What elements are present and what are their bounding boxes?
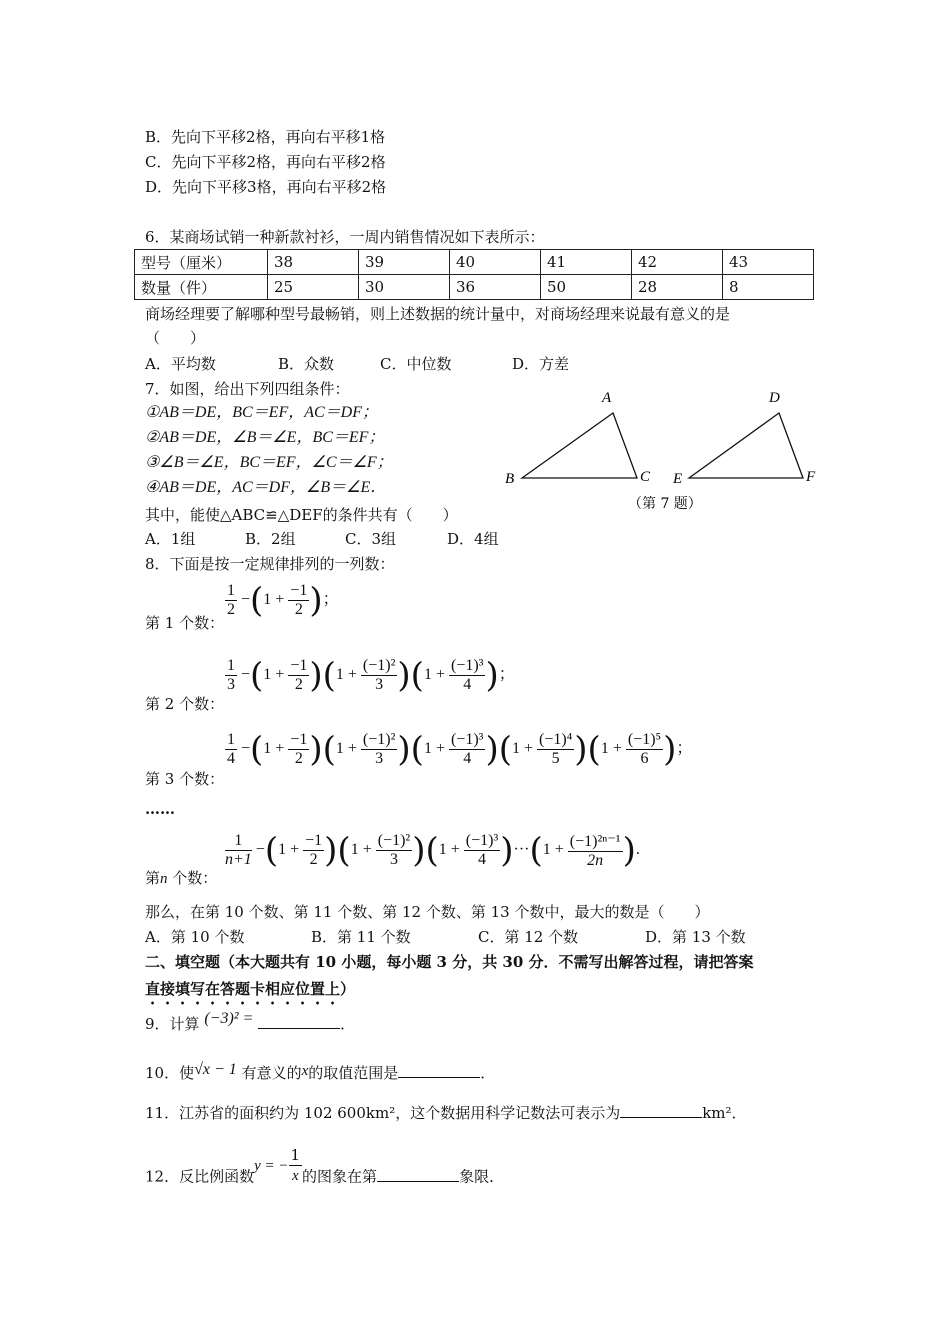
fraction: $\frac{1}{4}$ [227, 731, 235, 767]
figure-caption: （第 7 题） [628, 496, 702, 512]
q6-option-d: D．方差 [512, 355, 570, 373]
point-label-a: A [602, 390, 612, 406]
q7-condition-1: ①AB＝DE，BC＝EF，AC＝DF； [145, 404, 378, 421]
q7-option-b: B．2组 [245, 530, 296, 548]
table-cell: 41 [541, 250, 632, 275]
q8-expression-n: $\frac{1}{n+1}$ −(1 + $\frac{-1}{2}$ )(1 + $\frac{\text{(−1)²}}{3}$ )(1 + $\frac{\text{(−1)³}}{4}$ )···(1 + $\frac{\text{(−1)²ⁿ⁻¹}}{2n}$ ). [225, 830, 640, 871]
point-label-e: E [673, 471, 683, 487]
q7-stem: 7．如图，给出下列四组条件： [145, 380, 350, 398]
q8-option-b: B．第 11 个数 [311, 928, 411, 946]
q9: 9．计算 (−3)² = ． [145, 1010, 356, 1033]
q8-label-1: 第 1 个数： [145, 614, 225, 632]
triangle-def [689, 413, 803, 478]
q8-label-2: 第 2 个数： [145, 695, 225, 713]
q7-question: 其中，能使△ABC≌△DEF的条件共有（ ） [145, 506, 458, 524]
point-label-d: D [769, 390, 780, 406]
q8-stem: 8．下面是按一定规律排列的一列数： [145, 555, 395, 573]
table-cell: 30 [359, 275, 450, 300]
table-cell: 42 [632, 250, 723, 275]
q8-expression-2: $\frac{1}{3}$ −(1 + $\frac{-1}{2}$ )(1 + $\frac{\text{(−1)²}}{3}$ )(1 + $\frac{\text{(−1)³}}{4}$ )； [227, 655, 515, 696]
fraction: $\frac{\text{(−1)⁵}}{6}$ [627, 731, 662, 767]
fraction: $\frac{\text{(−1)²ⁿ⁻¹}}{2n}$ [569, 833, 621, 869]
table-header-cell: 型号（厘米） [135, 250, 268, 275]
q8-option-a: A．第 10 个数 [145, 928, 245, 946]
table-cell: 8 [723, 275, 814, 300]
q10: 10．使√x − 1 有意义的x的取值范围是 ． [145, 1061, 496, 1082]
q6-option-c: C．中位数 [380, 355, 452, 373]
q5-option-b: B．先向下平移2格，再向右平移1格 [145, 128, 386, 146]
q7-option-d: D．4组 [447, 530, 499, 548]
q8-expression-3: $\frac{1}{4}$ −(1 + $\frac{-1}{2}$ )(1 + $\frac{\text{(−1)²}}{3}$ )(1 + $\frac{\text{(−1)³}}{4}$ )(1 + $\frac{\text{(−1)⁴}}{5}$ )(1 + $\frac{\text{(−1)⁵}}{6}$ )； [227, 729, 693, 770]
section-2-title-line2: 直接填写在答题卡相应位置上） [145, 980, 356, 998]
q8-expression-1: $\frac{1}{2}$ −(1 + $\frac{-1}{2}$ )； [227, 580, 339, 621]
answer-blank [258, 1012, 340, 1029]
fraction: $\frac{1}{2}$ [227, 582, 235, 618]
table-cell: 43 [723, 250, 814, 275]
table-cell: 50 [541, 275, 632, 300]
triangle-abc [522, 413, 637, 478]
q7-option-a: A．1组 [145, 530, 196, 548]
table-cell: 39 [359, 250, 450, 275]
table-cell: 28 [632, 275, 723, 300]
fraction: $\frac{\text{(−1)³}}{4}$ [465, 832, 499, 868]
fraction: $\frac{-1}{2}$ [290, 657, 308, 693]
q7-option-c: C．3组 [345, 530, 397, 548]
table-cell: 25 [268, 275, 359, 300]
table-cell: 38 [268, 250, 359, 275]
fraction: $\frac{1}{3}$ [227, 657, 235, 693]
q8-label-3: 第 3 个数： [145, 770, 225, 788]
answer-blank [620, 1101, 702, 1118]
q8-ellipsis: …… [145, 800, 175, 818]
answer-blank [377, 1165, 459, 1182]
q6-question: 商场经理要了解哪种型号最畅销，则上述数据的统计量中，对商场经理来说最有意义的是 [145, 305, 731, 323]
q5-option-c: C．先向下平移2格，再向右平移2格 [145, 153, 386, 171]
point-label-c: C [640, 469, 651, 485]
fraction: $\frac{\text{(−1)⁴}}{5}$ [539, 731, 573, 767]
q5-option-d: D．先向下平移3格，再向右平移2格 [145, 178, 387, 196]
q7-condition-2: ②AB＝DE，∠B＝∠E，BC＝EF； [145, 429, 385, 446]
fraction: $\frac{\text{(−1)²}}{3}$ [362, 731, 396, 767]
fraction: $\frac{\text{(−1)²}}{3}$ [377, 832, 411, 868]
answer-blank [398, 1061, 480, 1078]
q6-option-a: A．平均数 [145, 355, 216, 373]
q6-stem: 6．某商场试销一种新款衬衫，一周内销售情况如下表所示： [145, 228, 545, 246]
q7-condition-4: ④AB＝DE，AC＝DF，∠B＝∠E． [145, 479, 387, 496]
q11: 11．江苏省的面积约为 102 600km²，这个数据用科学记数法可表示为 km²． [145, 1101, 747, 1123]
point-label-b: B [505, 471, 515, 487]
fraction: $\frac{-1}{2}$ [290, 731, 308, 767]
table-cell: 36 [450, 275, 541, 300]
q10-radical: √x − 1 [194, 1061, 237, 1078]
q6-option-b: B．众数 [278, 355, 335, 373]
section-2-title: 二、填空题（本大题共有 10 小题，每小题 3 分，共 30 分．不需写出解答过程，请把答案 [145, 953, 754, 971]
point-label-f: F [806, 469, 816, 485]
fraction: $\frac{\text{(−1)³}}{4}$ [450, 657, 484, 693]
table-cell: 40 [450, 250, 541, 275]
fraction: $\frac{1}{n+1}$ [225, 832, 252, 868]
fraction: $\frac{1}{x}$ [290, 1146, 301, 1184]
q7-condition-3: ③∠B＝∠E，BC＝EF，∠C＝∠F； [145, 454, 393, 471]
q8-option-c: C．第 12 个数 [478, 928, 579, 946]
fraction: $\frac{\text{(−1)³}}{4}$ [450, 731, 484, 767]
q12: 12．反比例函数y = − $\frac{1}{x}$ 的图象在第 象限． [145, 1146, 505, 1186]
q8-question: 那么，在第 10 个数、第 11 个数、第 12 个数、第 13 个数中，最大的数是（ ） [145, 903, 710, 921]
q8-option-d: D．第 13 个数 [645, 928, 746, 946]
fraction: $\frac{-1}{2}$ [305, 832, 323, 868]
fraction: $\frac{-1}{2}$ [290, 582, 308, 618]
q9-expression: (−3)² = [204, 1010, 254, 1027]
table-header-cell: 数量（件） [135, 275, 268, 300]
q8-label-n: 第n 个数： [145, 869, 218, 887]
q6-paren: （ ） [145, 329, 206, 347]
fraction: $\frac{\text{(−1)²}}{3}$ [362, 657, 396, 693]
